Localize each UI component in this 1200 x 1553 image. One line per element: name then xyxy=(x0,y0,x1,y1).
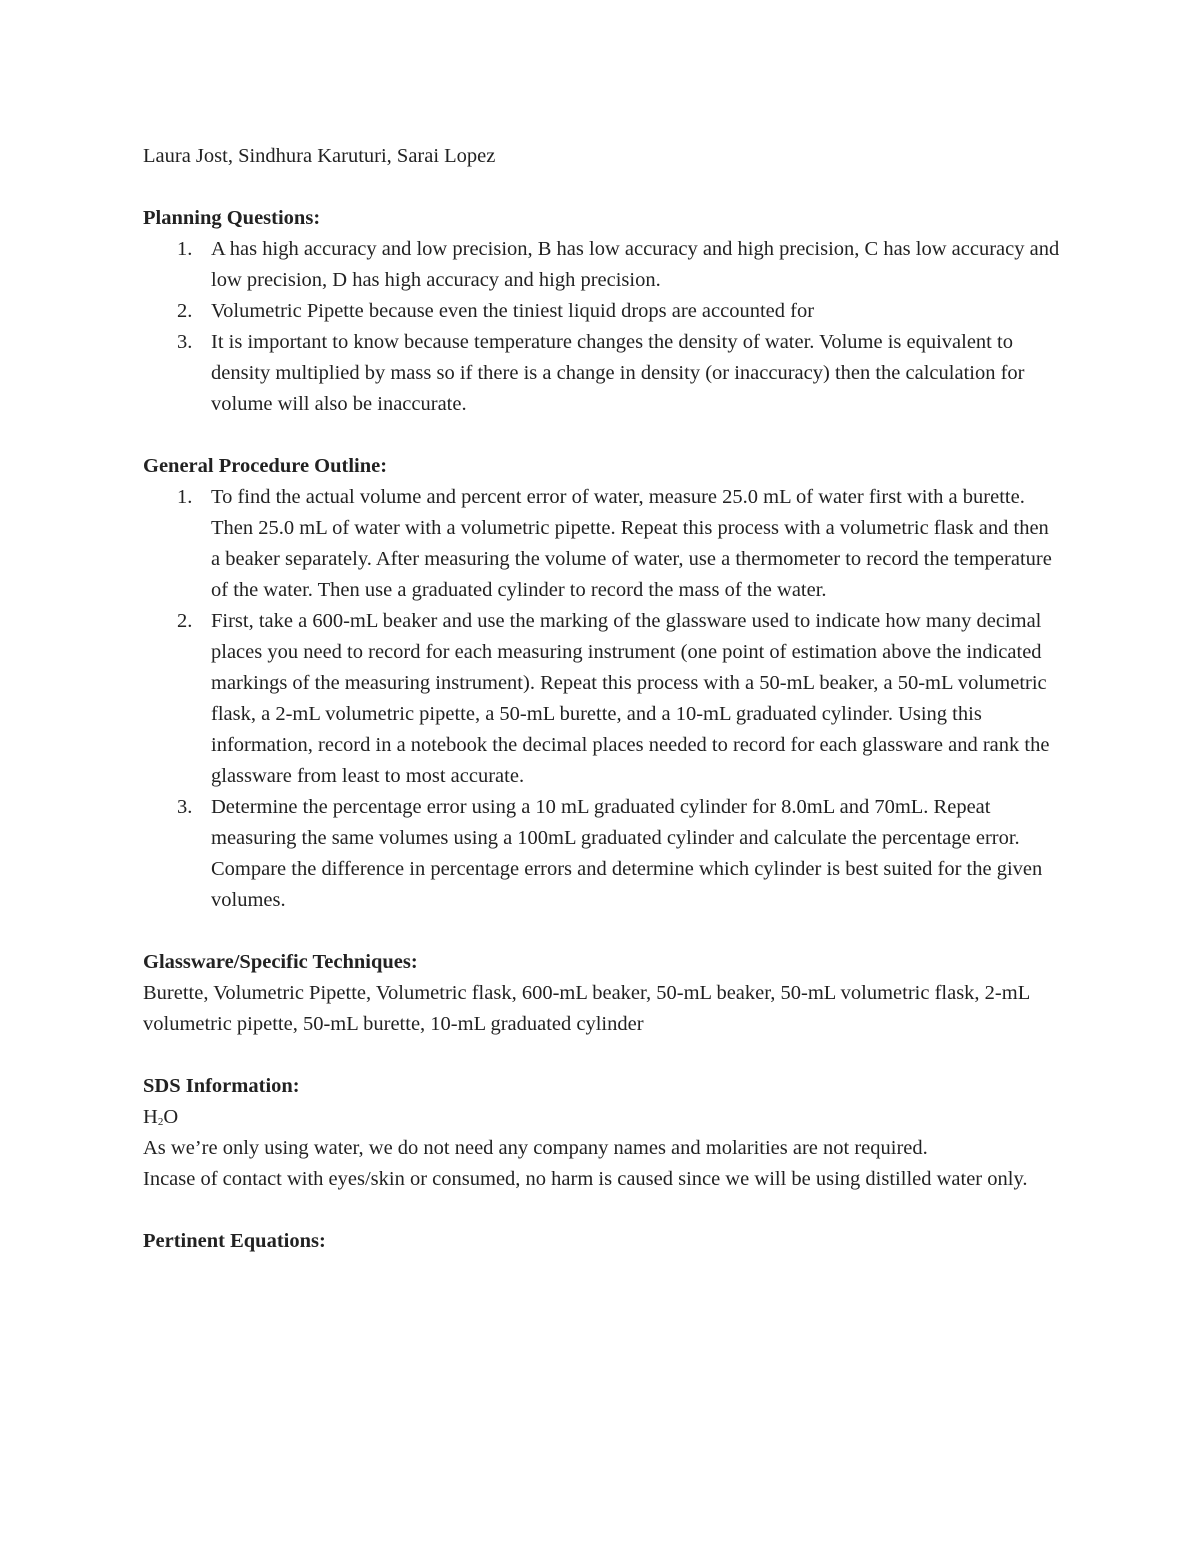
glassware-heading: Glassware/Specific Techniques: xyxy=(143,951,418,973)
sds-section xyxy=(143,1071,1063,1195)
list-item-extra-text: Compare the difference in percentage errors and determine which cylinder is best suited for the given volumes. xyxy=(211,858,1043,911)
formula-o: O xyxy=(163,1106,179,1128)
list-item xyxy=(143,327,1063,420)
equations-section xyxy=(143,1226,1063,1257)
list-item xyxy=(143,792,1063,916)
planning-section xyxy=(143,203,1063,420)
list-item-text: It is important to know because temperature changes the density of water. Volume is equivalent to density multiplied by mass so if there is a change in density (or inaccuracy) then the calculation for volume will also be inaccurate. xyxy=(211,331,1025,415)
planning-heading: Planning Questions: xyxy=(143,207,321,229)
list-item xyxy=(143,296,1063,327)
sds-line-2: Incase of contact with eyes/skin or consumed, no harm is caused since we will be using distilled water only. xyxy=(143,1168,1028,1190)
equations-heading: Pertinent Equations: xyxy=(143,1230,326,1252)
list-item xyxy=(143,482,1063,606)
list-item-text: First, take a 600-mL beaker and use the marking of the glassware used to indicate how many decimal places you need to record for each measuring instrument (one point of estimation above the indicated markings of the measuring instrument). Repeat this process with a 50-mL beaker, a 50-mL volumetric flask, a 2-mL volumetric pipette, a 50-mL burette, and a 10-mL graduated cylinder. Using this information, record in a notebook the decimal places needed to record for each glassware and rank the glassware from least to most accurate. xyxy=(211,610,1050,787)
formula-h: H xyxy=(143,1106,158,1128)
procedure-heading: General Procedure Outline: xyxy=(143,455,388,477)
planning-list xyxy=(143,234,1063,420)
list-item-text: Determine the percentage error using a 10 mL graduated cylinder for 8.0mL and 70mL. Repeat measuring the same volumes using a 100mL graduated cylinder and calculate the percentage error. xyxy=(211,796,1020,849)
water-formula xyxy=(143,1102,1063,1133)
formula-subscript: 2 xyxy=(157,1116,164,1128)
list-number: 2. xyxy=(177,300,193,322)
list-item-text: Volumetric Pipette because even the tiniest liquid drops are accounted for xyxy=(211,300,815,322)
glassware-text: Burette, Volumetric Pipette, Volumetric flask, 600-mL beaker, 50-mL beaker, 50-mL volumetric flask, 2-mL volumetric pipette, 50-mL burette, 10-mL graduated cylinder xyxy=(143,982,1030,1035)
glassware-section xyxy=(143,947,1063,1040)
list-number: 3. xyxy=(177,331,193,353)
list-number: 2. xyxy=(177,610,193,632)
list-number: 3. xyxy=(177,796,193,818)
sds-line-1: As we’re only using water, we do not need any company names and molarities are not required. xyxy=(143,1137,928,1159)
list-item xyxy=(143,234,1063,296)
document-page xyxy=(143,141,1063,1288)
procedure-list xyxy=(143,482,1063,916)
list-number: 1. xyxy=(177,238,193,260)
list-number: 1. xyxy=(177,486,193,508)
author-line: Laura Jost, Sindhura Karuturi, Sarai Lopez xyxy=(143,145,496,167)
list-item-text: To find the actual volume and percent error of water, measure 25.0 mL of water first with a burette. Then 25.0 mL of water with a volumetric pipette. Repeat this process with a volumetric flask and then a beaker separately. After measuring the volume of water, use a thermometer to record the temperature of the water. Then use a graduated cylinder to record the mass of the water. xyxy=(211,486,1052,601)
sds-heading: SDS Information: xyxy=(143,1075,300,1097)
procedure-section xyxy=(143,451,1063,916)
list-item-text: A has high accuracy and low precision, B has low accuracy and high precision, C has low accuracy and low precision, D has high accuracy and high precision. xyxy=(211,238,1060,291)
list-item xyxy=(143,606,1063,792)
